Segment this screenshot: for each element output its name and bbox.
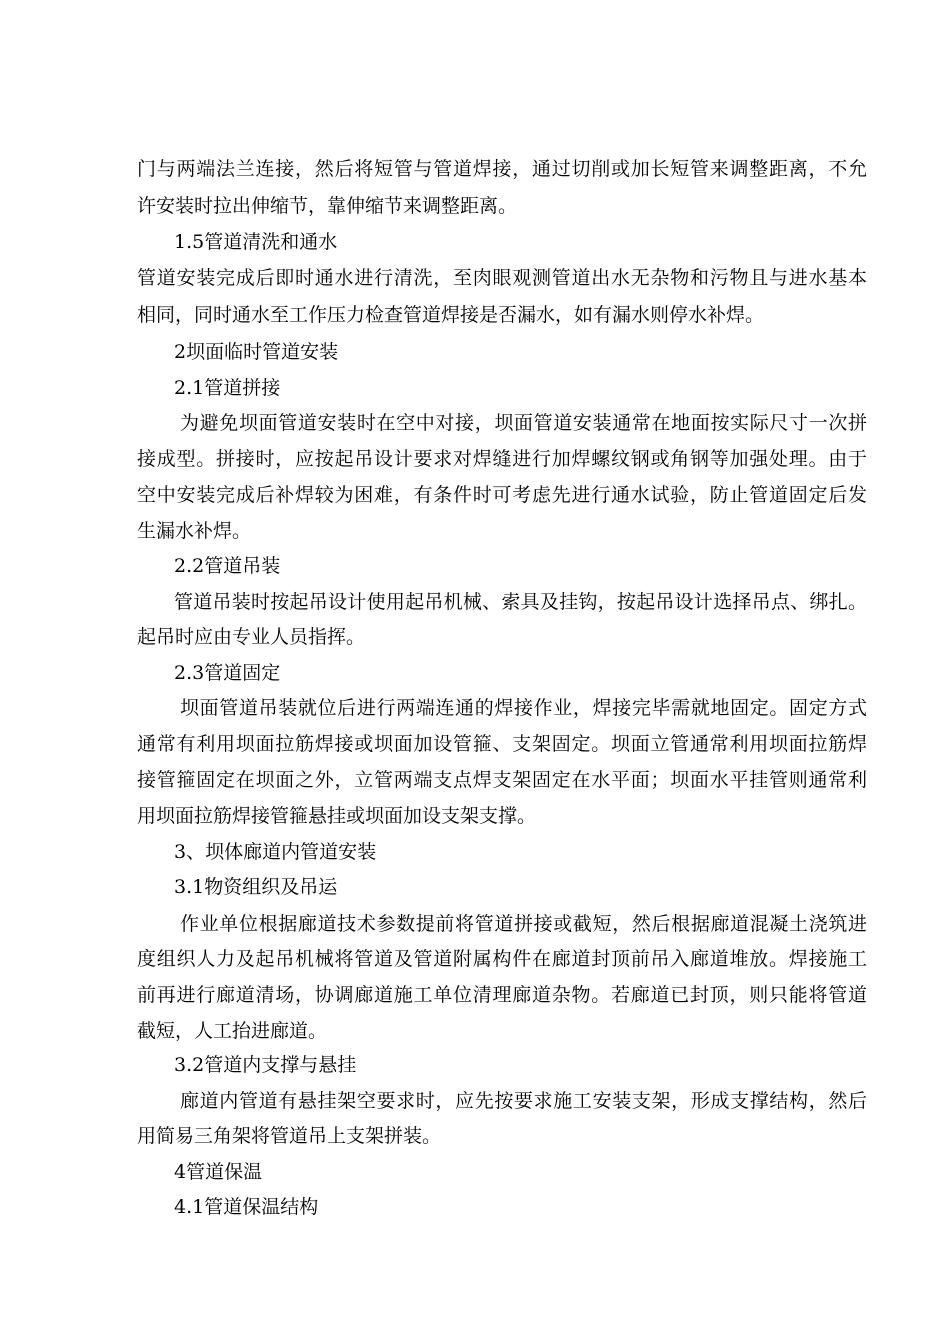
paragraph-line: 通常有利用坝面拉筋焊接或坝面加设管箍、支架固定。坝面立管通常利用坝面拉筋焊: [137, 733, 867, 755]
section-heading: 4.1管道保温结构: [174, 1196, 319, 1218]
paragraph-line: 门与两端法兰连接，然后将短管与管道焊接，通过切削或加长短管来调整距离，不允: [137, 158, 867, 180]
section-heading: 3.2管道内支撑与悬挂: [174, 1054, 357, 1076]
section-heading: 2.1管道拼接: [174, 377, 281, 399]
section-heading: 2.2管道吊装: [174, 555, 281, 577]
paragraph-line: 空中安装完成后补焊较为困难，有条件时可考虑先进行通水试验，防止管道固定后发: [137, 484, 867, 506]
paragraph-line: 前再进行廊道清场，协调廊道施工单位清理廊道杂物。若廊道已封顶，则只能将管道: [137, 984, 867, 1006]
section-heading: 4管道保温: [174, 1161, 263, 1183]
paragraph-line: 起吊时应由专业人员指挥。: [137, 626, 366, 648]
paragraph-line: 用坝面拉筋焊接管箍悬挂或坝面加设支架支撑。: [137, 805, 537, 827]
paragraph-line: 度组织人力及起吊机械将管道及管道附属构件在廊道封顶前吊入廊道堆放。焊接施工: [137, 948, 867, 970]
paragraph-line: 廊道内管道有悬挂架空要求时，应先按要求施工安装支架，形成支撑结构，然后: [180, 1090, 867, 1112]
section-heading: 3.1物资组织及吊运: [174, 876, 338, 898]
section-heading: 1.5管道清洗和通水: [174, 231, 338, 253]
paragraph-line: 管道吊装时按起吊设计使用起吊机械、索具及挂钩，按起吊设计选择吊点、绑扎。: [174, 591, 867, 613]
section-heading: 3、坝体廊道内管道安装: [174, 841, 377, 863]
paragraph-line: 接管箍固定在坝面之外，立管两端支点焊支架固定在水平面；坝面水平挂管则通常利: [137, 769, 867, 791]
paragraph-line: 作业单位根据廊道技术参数提前将管道拼接或截短，然后根据廊道混凝土浇筑进: [180, 913, 867, 935]
paragraph-line: 用简易三角架将管道吊上支架拼装。: [137, 1125, 442, 1147]
paragraph-line: 为避免坝面管道安装时在空中对接，坝面管道安装通常在地面按实际尺寸一次拼: [180, 412, 867, 434]
paragraph-line: 生漏水补焊。: [137, 520, 252, 542]
paragraph-line: 坝面管道吊装就位后进行两端连通的焊接作业，焊接完毕需就地固定。固定方式: [180, 697, 867, 719]
paragraph-line: 接成型。拼接时，应按起吊设计要求对焊缝进行加焊螺纹钢或角钢等加强处理。由于: [137, 448, 867, 470]
paragraph-line: 截短，人工抬进廊道。: [137, 1020, 328, 1042]
paragraph-line: 相同，同时通水至工作压力检查管道焊接是否漏水，如有漏水则停水补焊。: [137, 304, 765, 326]
section-heading: 2.3管道固定: [174, 662, 281, 684]
section-heading: 2坝面临时管道安装: [174, 341, 339, 363]
paragraph-line: 许安装时拉出伸缩节，靠伸缩节来调整距离。: [137, 195, 518, 217]
paragraph-line: 管道安装完成后即时通水进行清洗，至肉眼观测管道出水无杂物和污物且与进水基本: [137, 267, 867, 289]
